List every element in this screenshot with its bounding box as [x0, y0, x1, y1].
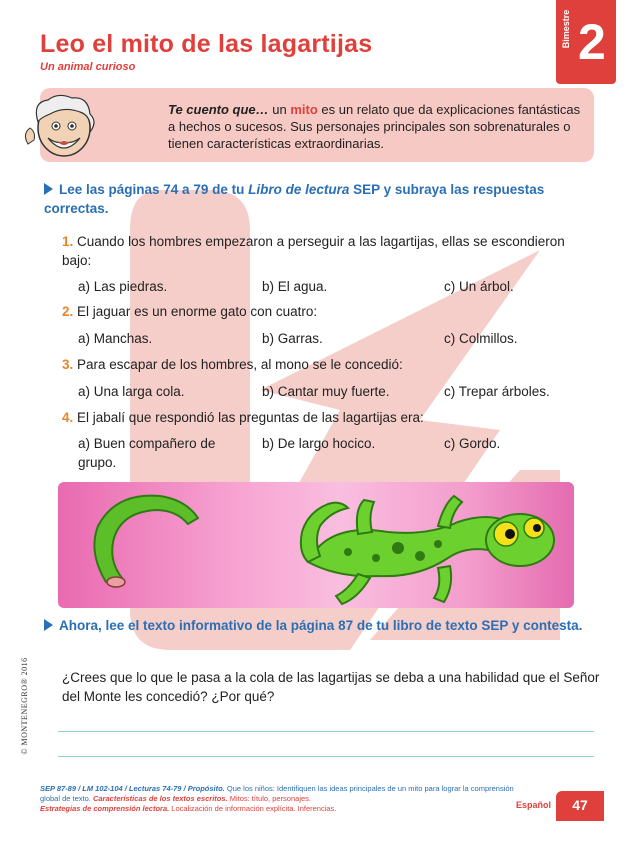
bimestre-number: 2 — [578, 14, 606, 70]
option-1c[interactable]: c) Un árbol. — [444, 279, 514, 294]
question-3 — [62, 355, 582, 374]
question-number: 4. — [62, 410, 74, 425]
storyteller-character-icon — [18, 92, 108, 162]
copyright: © MONTENEGRO® 2016 — [20, 657, 29, 755]
question-text: Cuando los hombres empezaron a perseguir a las lagartijas, ellas se escondieron bajo: — [62, 234, 565, 268]
question-text: El jabalí que respondió las preguntas de las lagartijas era: — [77, 410, 424, 425]
option-2a[interactable]: a) Manchas. — [78, 331, 153, 346]
info-text-1: un — [268, 102, 291, 117]
instruction-1-book: Libro de lectura — [248, 182, 350, 197]
question-number: 2. — [62, 304, 74, 319]
option-4a[interactable]: a) Buen compañero de grupo. — [78, 436, 216, 470]
question-1 — [62, 232, 582, 270]
footer-c2: Estrategias de comprensión lectora. — [40, 804, 170, 813]
footer-c1-value: Mitos: título, personajes. — [227, 794, 311, 803]
footer-c1: Características de los textos escritos. — [92, 794, 228, 803]
bimestre-label: Bimestre — [561, 9, 571, 49]
option-1b[interactable]: b) El agua. — [262, 279, 328, 294]
answer-line-1[interactable] — [58, 731, 594, 732]
lizard-illustration-banner — [58, 482, 574, 608]
page-number: 47 — [572, 797, 588, 813]
option-3c[interactable]: c) Trepar árboles. — [444, 384, 550, 399]
option-3b[interactable]: b) Cantar muy fuerte. — [262, 384, 390, 399]
option-1a[interactable]: a) Las piedras. — [78, 279, 168, 294]
option-2c[interactable]: c) Colmillos. — [444, 331, 518, 346]
arrow-bullet-icon — [44, 619, 53, 631]
footer-refs: SEP 87-89 / LM 102-104 / Lecturas 74-79 / Propósito. — [40, 784, 225, 793]
question-number: 3. — [62, 357, 74, 372]
info-text — [168, 101, 588, 152]
lizard-icon — [58, 482, 574, 608]
info-text-2: es un relato que da explicaciones fantásticas a hechos o sucesos. Sus personajes principales son sobrenaturales o tienen características extraordinarias. — [168, 102, 581, 151]
arrow-bullet-icon — [44, 183, 53, 195]
option-2b[interactable]: b) Garras. — [262, 331, 323, 346]
instruction-2-text: Ahora, lee el texto informativo de la página 87 de tu libro de texto SEP y contesta. — [59, 618, 583, 633]
footer-notes — [40, 784, 520, 814]
answer-line-2[interactable] — [58, 756, 594, 757]
subject-label: Español — [516, 800, 552, 810]
question-text: Para escapar de los hombres, al mono se le concedió: — [77, 357, 403, 372]
instruction-1 — [44, 180, 604, 218]
footer-c2-value: Localización de información explícita. Inferencias. — [169, 804, 337, 813]
info-keyword: mito — [290, 102, 318, 117]
page-title: Leo el mito de las lagartijas — [40, 30, 373, 58]
footer-purpose: Que los niños: Identifiquen las ideas principales de un mito para lograr la comprensión global de texto. — [40, 784, 514, 803]
question-number: 1. — [62, 234, 74, 249]
info-lead: Te cuento que… — [168, 102, 269, 117]
question-2 — [62, 302, 582, 321]
question-text: El jaguar es un enorme gato con cuatro: — [77, 304, 318, 319]
option-4c[interactable]: c) Gordo. — [444, 436, 501, 451]
question-4 — [62, 408, 582, 427]
instruction-2 — [44, 616, 604, 635]
open-question: ¿Crees que lo que le pasa a la cola de las lagartijas se deba a una habilidad que el Señor del Monte les concedió? ¿Por qué? — [62, 670, 600, 704]
instruction-1-b: SEP y subraya las respuestas correctas. — [44, 182, 545, 216]
option-4b[interactable]: b) De largo hocico. — [262, 436, 376, 451]
instruction-1-a: Lee las páginas 74 a 79 de tu — [59, 182, 249, 197]
option-3a[interactable]: a) Una larga cola. — [78, 384, 185, 399]
page-subtitle: Un animal curioso — [40, 61, 136, 73]
